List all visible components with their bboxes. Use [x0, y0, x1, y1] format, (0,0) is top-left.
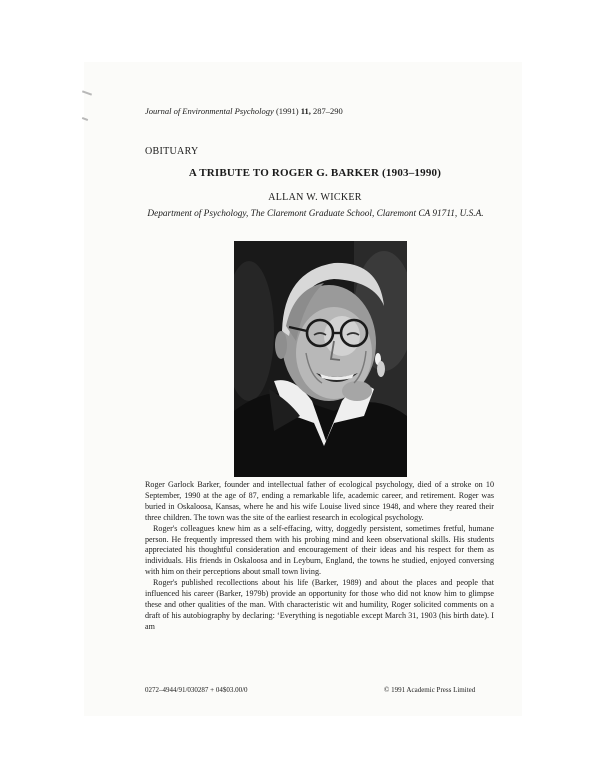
portrait-illustration [234, 241, 407, 477]
body-paragraph: Roger's colleagues knew him as a self-effacing, witty, doggedly persistent, sometimes fretful, humane person. He frequently impressed them with his probing mind and keen observational skills. His students appreciated his thoughtful consideration and encouragement of their ideas and his respect for them as individuals. His friends in Oskaloosa and in Leyburn, England, the towns he studied, enjoyed conversing with him on their perceptions about small town living. [145, 523, 494, 577]
author-affiliation: Department of Psychology, The Claremont Graduate School, Claremont CA 91711, U.S.A. [147, 209, 484, 219]
body-paragraph: Roger's published recollections about his life (Barker, 1989) and about the places and people that influenced his career (Barker, 1979b) provide an opportunity for those who did not know him to glimpse these and other qualities of the man. With characteristic wit and humility, Roger solicited comments on a draft of his autobiography by declaring: ‘Everything is negotiable except March 31, 1903 (his birth date). I am [145, 578, 494, 631]
journal-year: (1991) [275, 106, 299, 116]
copyright-notice: © 1991 Academic Press Limited [384, 686, 476, 694]
article-author: ALLAN W. WICKER [268, 192, 362, 203]
journal-pages: 287–290 [313, 106, 343, 116]
article-code: 0272–4944/91/030287 + 04$03.00/0 [145, 686, 248, 694]
portrait-photo [234, 241, 407, 477]
article-body [145, 480, 494, 633]
journal-citation [145, 106, 343, 116]
journal-volume: 11, [300, 106, 311, 116]
journal-name: Journal of Environmental Psychology [145, 106, 274, 116]
section-label: OBITUARY [145, 146, 199, 157]
article-title: A TRIBUTE TO ROGER G. BARKER (1903–1990) [188, 167, 442, 179]
body-paragraph: Roger Garlock Barker, founder and intellectual father of ecological psychology, died of a stroke on 10 September, 1990 at the age of 87, ending a remarkable life, academic career, and retirement. Roger was buried in Oskaloosa, Kansas, where he and his wife Louise lived since 1948, and where they reared their three children. The town was the site of the earliest research in ecological psychology. [145, 480, 494, 522]
